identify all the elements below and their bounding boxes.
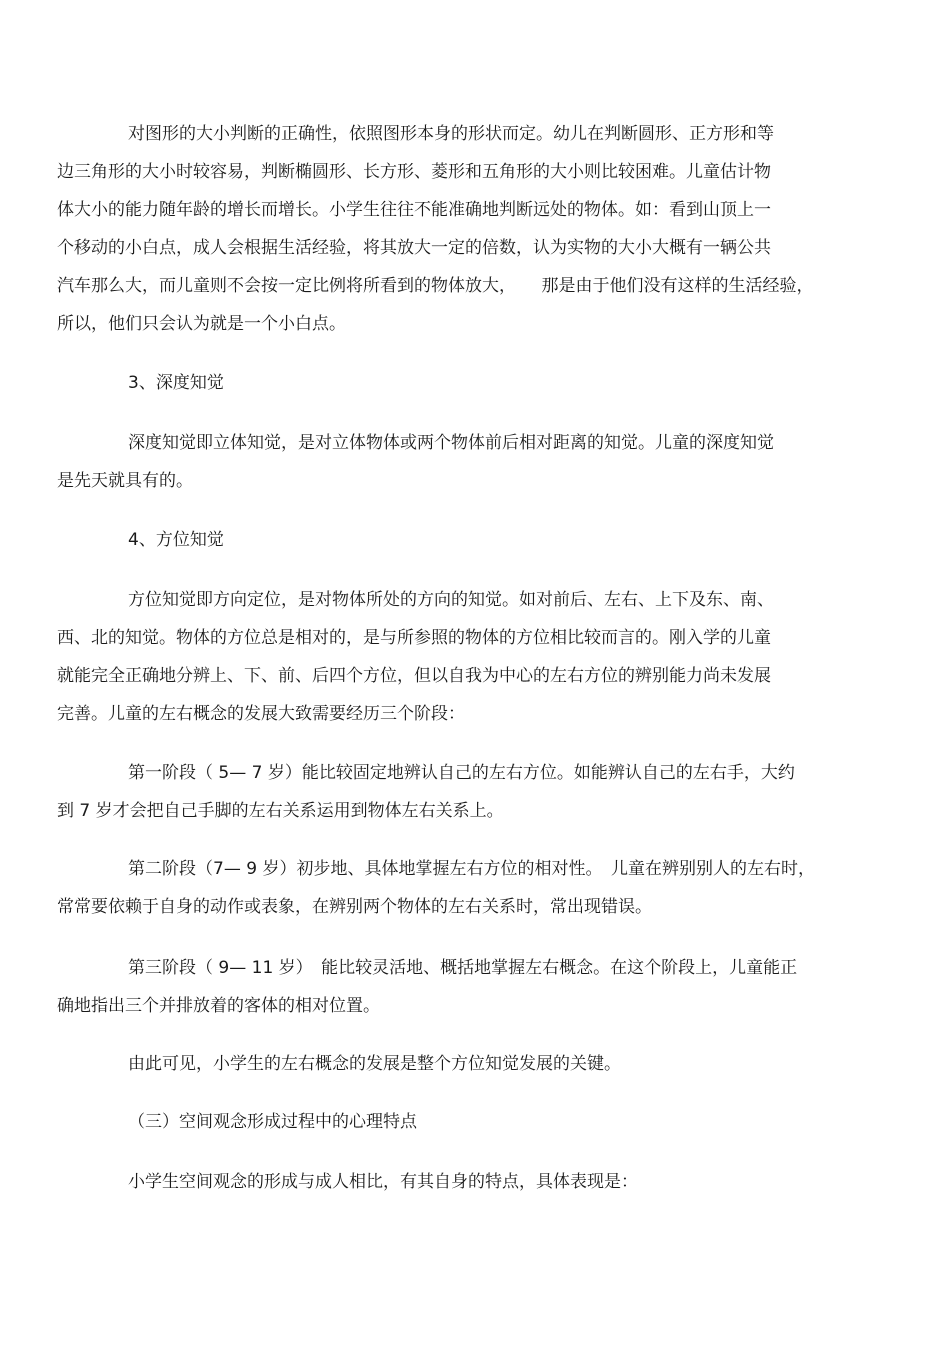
text-line: 所以，他们只会认为就是一个小白点。 [57, 314, 346, 334]
section-heading: （三）空间观念形成过程中的心理特点 [128, 1112, 417, 1132]
text-line: 体大小的能力随年龄的增长而增长。小学生往往不能准确地判断远处的物体。如：看到山顶上一 [57, 200, 771, 220]
text-line: 汽车那么大，而儿童则不会按一定比例将所看到的物体放大， 那是由于他们没有这样的生活经验， [57, 276, 814, 296]
text-line: 第一阶段（ 5— 7 岁）能比较固定地辨认自己的左右方位。如能辨认自己的左右手，大约 [128, 763, 795, 783]
text-line: 就能完全正确地分辨上、下、前、后四个方位，但以自我为中心的左右方位的辨别能力尚未发展 [57, 666, 771, 686]
text-line: 个移动的小白点，成人会根据生活经验，将其放大一定的倍数，认为实物的大小大概有一辆公共 [57, 238, 771, 258]
text-line: 是先天就具有的。 [57, 471, 193, 491]
text-line: 第二阶段（7— 9 岁）初步地、具体地掌握左右方位的相对性。 儿童在辨别别人的左右时， [128, 859, 815, 879]
text-line: 西、北的知觉。物体的方位总是相对的，是与所参照的物体的方位相比较而言的。刚入学的儿童 [57, 628, 771, 648]
text-line: 对图形的大小判断的正确性，依照图形本身的形状而定。幼儿在判断圆形、正方形和等 [128, 124, 774, 144]
text-line: 由此可见，小学生的左右概念的发展是整个方位知觉发展的关键。 [128, 1054, 621, 1074]
text-line: 边三角形的大小时较容易，判断椭圆形、长方形、菱形和五角形的大小则比较困难。儿童估计物 [57, 162, 771, 182]
text-line: 完善。儿童的左右概念的发展大致需要经历三个阶段： [57, 704, 465, 724]
text-line: 常常要依赖于自身的动作或表象，在辨别两个物体的左右关系时，常出现错误。 [57, 897, 652, 917]
text-line: 到 7 岁才会把自己手脚的左右关系运用到物体左右关系上。 [57, 801, 504, 821]
text-line: 小学生空间观念的形成与成人相比，有其自身的特点，具体表现是： [128, 1172, 638, 1192]
text-line: 确地指出三个并排放着的客体的相对位置。 [57, 996, 380, 1016]
text-line: 深度知觉即立体知觉，是对立体物体或两个物体前后相对距离的知觉。儿童的深度知觉 [128, 433, 774, 453]
text-line: 方位知觉即方向定位，是对物体所处的方向的知觉。如对前后、左右、上下及东、南、 [128, 590, 774, 610]
section-heading: 3、深度知觉 [128, 373, 224, 393]
text-line: 第三阶段（ 9— 11 岁） 能比较灵活地、概括地掌握左右概念。在这个阶段上，儿童能正 [128, 958, 798, 978]
section-heading: 4、方位知觉 [128, 530, 224, 550]
